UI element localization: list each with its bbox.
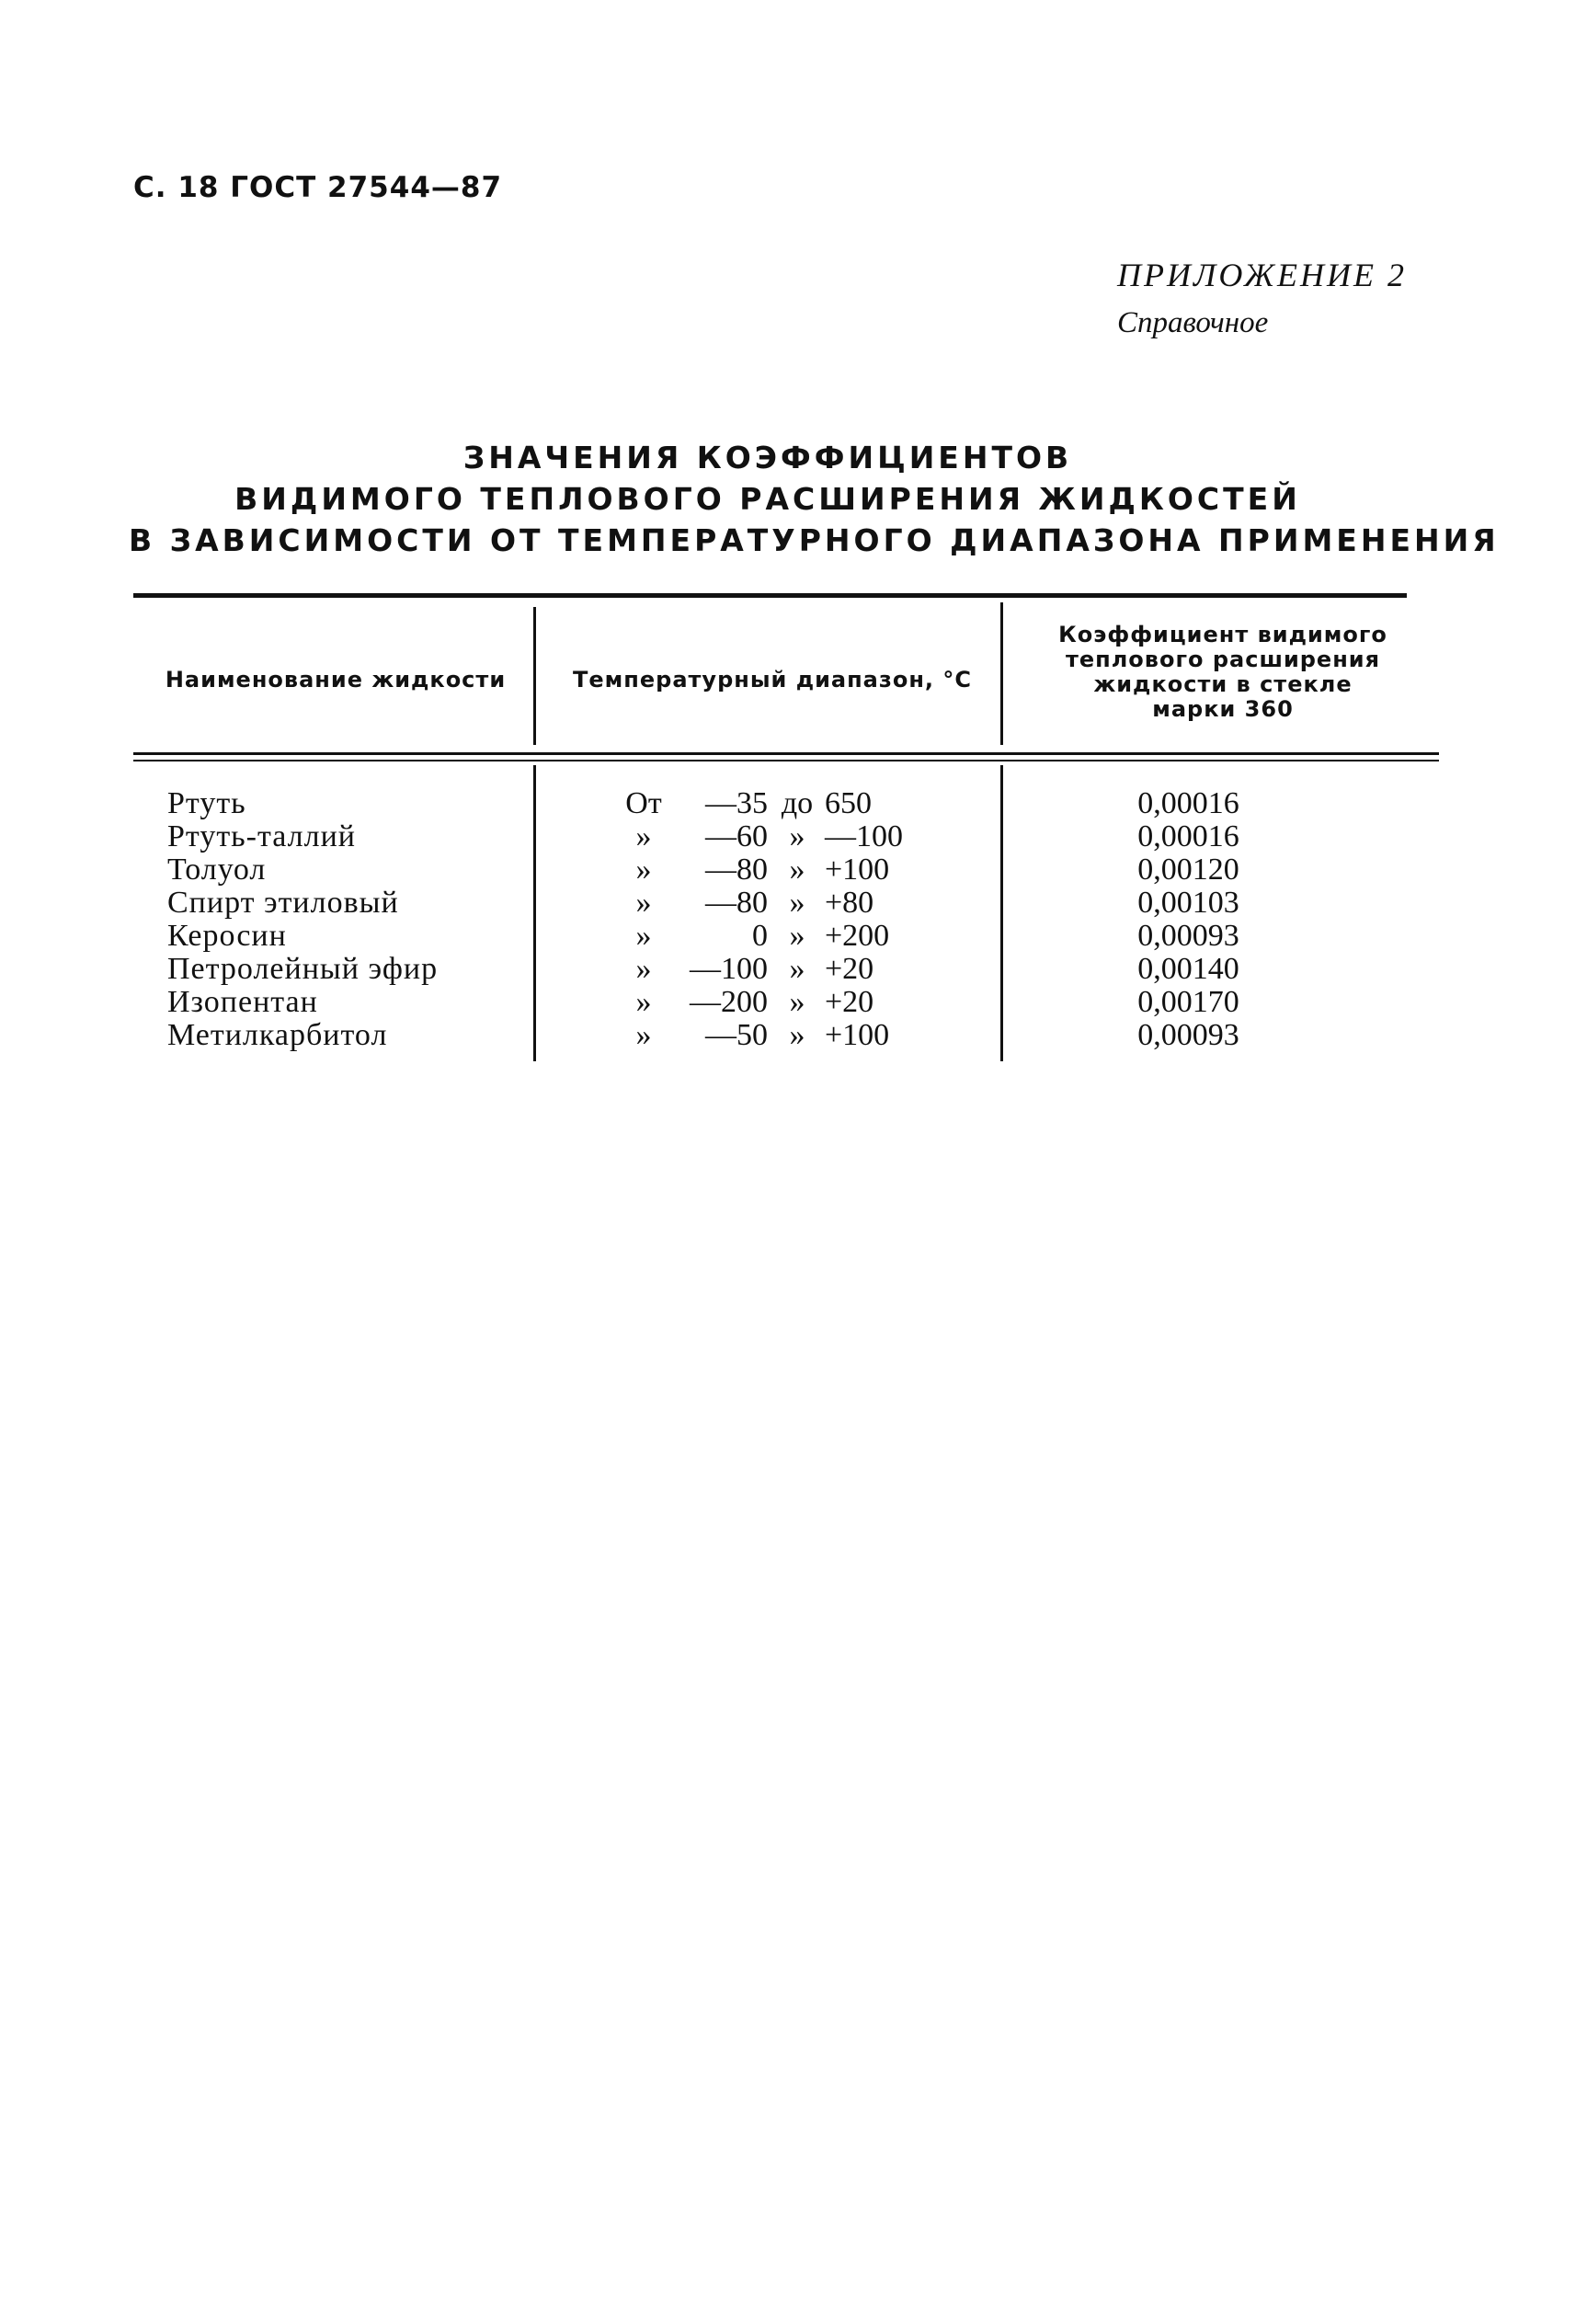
- liquid-name: Изопентан: [167, 985, 318, 1019]
- range-to: +80: [825, 886, 874, 920]
- range-to: +20: [825, 985, 874, 1019]
- range-to: +20: [825, 952, 874, 986]
- range-from: —50: [705, 1018, 768, 1052]
- table-title-line-1: ЗНАЧЕНИЯ КОЭФФИЦИЕНТОВ: [462, 440, 1073, 475]
- range-prefix: »: [635, 985, 652, 1019]
- coefficient-value: 0,00093: [1137, 1018, 1239, 1052]
- header-divider-1: [533, 607, 536, 745]
- range-separator: »: [789, 819, 805, 853]
- range-prefix: »: [635, 1018, 652, 1052]
- coefficient-value: 0,00093: [1137, 919, 1239, 953]
- table-title: [129, 437, 1500, 561]
- range-to: 650: [825, 786, 872, 820]
- table-row: [0, 986, 1587, 1019]
- coefficient-value: 0,00120: [1137, 853, 1239, 887]
- header-bottom-rule-double: [133, 760, 1439, 761]
- coefficient-value: 0,00016: [1137, 819, 1239, 853]
- header-divider-2: [1000, 602, 1003, 745]
- table-row: [0, 820, 1587, 853]
- range-from: —60: [705, 819, 768, 853]
- liquid-name: Метилкарбитол: [167, 1018, 388, 1052]
- annex-title: ПРИЛОЖЕНИЕ 2: [1117, 257, 1407, 293]
- range-from: —100: [690, 952, 768, 986]
- range-from: —80: [705, 853, 768, 887]
- range-separator: до: [781, 786, 814, 820]
- range-prefix: »: [635, 952, 652, 986]
- range-from: —35: [705, 786, 768, 820]
- header-bottom-rule: [133, 752, 1439, 755]
- column-header-range: Температурный диапазон, °С: [573, 667, 972, 693]
- range-to: —100: [825, 819, 903, 853]
- coef-header-line-4: марки 360: [1152, 696, 1294, 722]
- range-prefix: »: [635, 819, 652, 853]
- table-row: [0, 953, 1587, 986]
- range-separator: »: [789, 853, 805, 887]
- range-separator: »: [789, 1018, 805, 1052]
- range-to: +200: [825, 919, 890, 953]
- liquid-name: Ртуть-таллий: [167, 819, 356, 853]
- liquid-name: Толуол: [167, 853, 267, 887]
- coef-header-line-2: теплового расширения: [1065, 647, 1381, 672]
- range-to: +100: [825, 1018, 890, 1052]
- coefficient-value: 0,00103: [1137, 886, 1239, 920]
- table-row: [0, 853, 1587, 887]
- coefficient-value: 0,00170: [1137, 985, 1239, 1019]
- range-from: 0: [752, 919, 768, 953]
- coefficient-value: 0,00140: [1137, 952, 1239, 986]
- table-title-line-2: ВИДИМОГО ТЕПЛОВОГО РАСШИРЕНИЯ ЖИДКОСТЕЙ: [234, 481, 1301, 517]
- liquid-name: Керосин: [167, 919, 287, 953]
- range-prefix: »: [635, 886, 652, 920]
- table-body: [0, 787, 1587, 1052]
- table-title-line-3: В ЗАВИСИМОСТИ ОТ ТЕМПЕРАТУРНОГО ДИАПАЗОНА ПРИМЕНЕНИЯ: [129, 522, 1500, 558]
- table-row: [0, 887, 1587, 920]
- range-separator: »: [789, 886, 805, 920]
- range-prefix: »: [635, 919, 652, 953]
- annex-subtitle: Справочное: [1117, 306, 1269, 339]
- coef-header-line-1: Коэффициент видимого: [1058, 622, 1387, 647]
- range-prefix: »: [635, 853, 652, 887]
- table-top-rule: [133, 593, 1407, 598]
- liquid-name: Спирт этиловый: [167, 886, 399, 920]
- range-prefix: От: [625, 786, 662, 820]
- range-separator: »: [789, 952, 805, 986]
- liquid-name: Ртуть: [167, 786, 246, 820]
- page-header: С. 18 ГОСТ 27544—87: [133, 171, 503, 204]
- range-from: —200: [690, 985, 768, 1019]
- range-separator: »: [789, 985, 805, 1019]
- table-row: [0, 787, 1587, 820]
- table-row: [0, 920, 1587, 953]
- range-to: +100: [825, 853, 890, 887]
- range-from: —80: [705, 886, 768, 920]
- column-header-name: Наименование жидкости: [165, 667, 507, 693]
- liquid-name: Петролейный эфир: [167, 952, 439, 986]
- coef-header-line-3: жидкости в стекле: [1093, 671, 1353, 697]
- coefficient-value: 0,00016: [1137, 786, 1239, 820]
- range-separator: »: [789, 919, 805, 953]
- table-row: [0, 1019, 1587, 1052]
- column-header-coefficient: [1011, 623, 1434, 722]
